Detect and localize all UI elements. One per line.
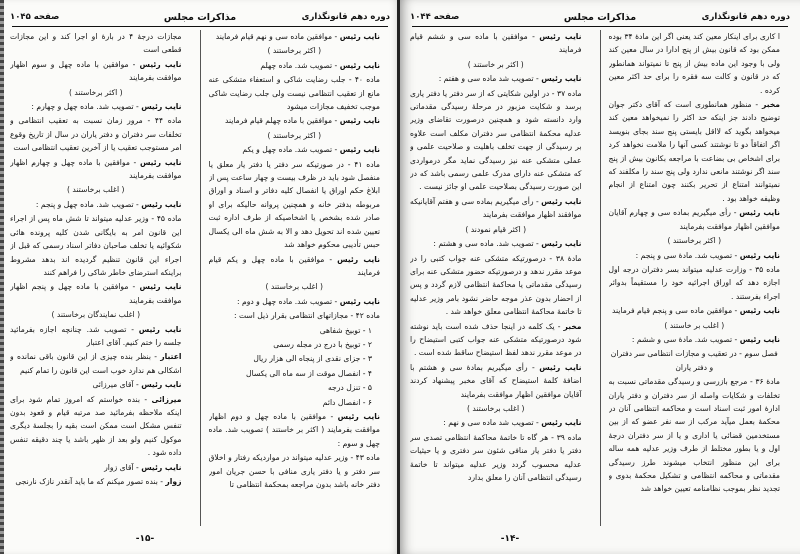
header-rule — [412, 26, 788, 27]
paragraph: نایب رئیس - موافقین با ماده چهل و چهارم اظهار موافقت بفرمایند — [10, 157, 182, 181]
speaker-name: مخبر — [762, 100, 780, 110]
right-page-header — [410, 10, 790, 24]
vote-result: ( اغلب برخاستند ) — [67, 185, 125, 195]
speaker-name: نایب رئیس — [141, 199, 182, 209]
speaker-name: نایب رئیس — [141, 462, 182, 472]
session-label: دوره دهم قانونگذاری — [301, 12, 390, 22]
left-page-columns — [10, 30, 390, 526]
header-title: مذاکرات مجلس — [163, 11, 237, 23]
speaker-name: نایب رئیس — [739, 334, 780, 344]
vote-result: ( اکثر برخاستند ) — [267, 130, 322, 140]
speaker-name: نایب رئیس — [739, 208, 780, 218]
speaker-name: نایب رئیس — [141, 380, 182, 390]
paragraph: ماده ۴۴ - مرور زمان نسبت به تعقیب انتظامی و تخلفات سر دفتران و دفتر یاران در سال از تاریخ وقوع امر مستوجب تعقیب یا از آخرین تعقیب انتظامی است — [10, 116, 182, 153]
list-item: ۱ - توبیخ شفاهی — [319, 325, 372, 335]
page-number: -۱۴- — [500, 534, 520, 544]
header-rule — [12, 26, 388, 27]
speaker-name: نایب رئیس — [337, 254, 380, 264]
paragraph: نایب رئیس - موافقین ماده سی و نهم قیام فرمایند — [215, 32, 380, 41]
left-page-header — [10, 10, 390, 24]
paragraph: نایب رئیس - تصویب شد. ماده چهل و پنجم : — [35, 199, 182, 209]
paragraph: نایب رئیس - تصویب شد. ماده چهلم — [260, 60, 380, 70]
speaker-name: نایب رئیس — [141, 102, 182, 112]
paragraph: نایب رئیس - آقای زوار — [104, 462, 182, 472]
speaker-name: نایب رئیس — [339, 116, 380, 126]
paragraph: مخبر - یک کلمه در اینجا حذف شده است باید نوشته شود درصورتیکه متشکی عنه جواب کتبی استیضاح را در موعد مقرر ندهد لفظ استیضاح ساقط شده است . — [410, 321, 582, 358]
paragraph: نایب رئیس - تصویب شد ماده سی و نهم : — [443, 418, 582, 428]
page-label: صفحه ۱۰۴۵ — [10, 12, 60, 22]
right-page-column-right — [609, 30, 791, 526]
paragraph: اعتبار - بنظر بنده چیزی از این قانون باقی نمانده و اشکالی هم ندارد خوب است این قانون را تمام کنیم — [10, 352, 182, 375]
speaker-name: زوار — [165, 477, 182, 486]
paragraph: ماده ۳۵ - وزارت عدلیه میتواند بسر دفتران درجه اول اجازه دهد که اوراق اجرائیه خود را مستقیماً بدوائر اجراء بفرستند . — [608, 264, 781, 301]
speaker-name: نایب رئیس — [138, 324, 182, 334]
paragraph: مخبر - منظور همانطوری است که آقای دکتر جوان توضیح دادند جز اینکه حد اکثر را نمیخواهد معین کند میخواهد بگوید که لااقل بایستی پنج سند بجای بنویسد اگر اتفاقاً دو تا نوشتند کسی آنها را ملامت نخواهد کرد برای اشخاص بی بضاعت با مراجعه بکانون بیش از پنج سند اگر نوشتند مانعی ندارد ولی پنج سند را مکلفند که نمیتوانند امتناع از تحریر بکنند چون امتناع از انجام وظیفه خواهد بود . — [608, 100, 780, 203]
column-divider — [200, 30, 201, 526]
paragraph: نایب رئیس - موافقین با ماده چهل و سوم اظهار موافقت بفرمایند — [10, 59, 182, 83]
paragraph: ا کاری برای اینکار معین کند یعنی اگر این مادهٔ ۳۴ بوده ممکن بود که قانون بیش از پنج ادارا در سال معین کند ولی با وجود این ماده بیش از پنج تا نمیتواند همانطور که در قانون و کالت سه فقره را برای حد اکثر معین کرده . — [608, 32, 781, 95]
speaker-name: نایب رئیس — [139, 157, 182, 167]
vote-result: ( اکثر برخاستند ) — [267, 46, 322, 56]
vote-result: ( اکثر قیام نمودند ) — [465, 224, 527, 234]
paragraph: مادهٔ ۳۶ - مرجع بازرسی و رسیدگی مقدماتی نسبت به تخلفات و شکایات واصله از سر دفتران و دفتر یاران ادارهٔ امور ثبت اسناد است و محاکمه انتظامی آنان در محکمهٔ بعمل میآید مرکب از سه نفر عضو که از بین مستخدمین قضائی یا اداری و یا از سر دفتران درجهٔ اول و یا بطور مختلط از طرف وزیر عدلیه همه ساله برای این منظور انتخاب میشوند طرز رسیدگی مقدماتی و محاکمه انتظامی و تشکیل محکمهٔ بدوی و تجدید نظر بموجب نظامنامه تعیین خواهد شد — [608, 377, 780, 494]
left-page-column-left — [10, 30, 192, 526]
paragraph: نایب رئیس - موافقین با ماده چهلم قیام فرمایند — [224, 116, 380, 126]
speaker-name: نایب رئیس — [337, 411, 380, 421]
speaker-name: نایب رئیس — [541, 239, 582, 249]
speaker-name: نایب رئیس — [139, 282, 182, 292]
speaker-name: نایب رئیس — [539, 362, 582, 372]
paragraph: مجازات درجهٔ ۴ در بارهٔ او اجرا کند و این مجازات قطعی است — [10, 32, 182, 55]
paragraph: نایب رئیس - تصویب شد. چنانچه اجازه بفرمائید جلسه را ختم کنیم. آقای اعتبار — [10, 324, 182, 347]
vote-result: ( اکثر بر خاستند ) — [467, 59, 524, 69]
vote-result: ( اغلب برخاستند ) — [467, 403, 525, 413]
paragraph: ماده ۴۳ - وزیر عدلیه میتواند در مواردیکه رفتار و اخلاق سر دفتر و یا دفتر یاری منافی با حسن جریان امور دفتر خانه باشد بدون مراجعه بمحکمهٔ انتظامی تا — [208, 453, 381, 489]
page-number: -۱۵- — [135, 534, 155, 544]
right-page — [400, 0, 800, 554]
session-label: دوره دهم قانونگذاری — [701, 12, 790, 22]
vote-result: ( اغلب نمایندگان برخاستند ) — [51, 310, 141, 320]
list-item: ۴ - انفصال موقت از سه ماه الی یکسال — [246, 368, 372, 378]
paragraph: ماده ۳۷ - در اولین شکایتی که از سر دفتر یا دفتر یاری برسد و شکایت مزبور در مرحلهٔ رسیدگی مقدماتی وارد دانسته شود و همچنین درصورت تقاضای وزیر عدلیه محکمهٔ انتظامی سر دفتران مکلف است علاوه بر رسیدگی از جهت تخلف باهلیت و صلاحیت علمی و عملی متشکی عنه نیز رسیدگی نماید مگر درمواردی که متشکی عنه دارای مدرک علمی رسمی باشد که در این صورت رسیدگی بصلاحیت علمی او جائز نیست . — [410, 88, 582, 192]
paragraph: نایب رئیس - تصویب شد. ماده چهل و دوم : — [237, 296, 380, 306]
paragraph: نایب رئیس - تصویب شد. مادهٔ سی و پنجم : — [635, 250, 780, 260]
page-edge — [0, 0, 4, 554]
paragraph: نایب رئیس - موافقین با ماده چهل و پنجم اظهار موافقت بفرمایند — [10, 282, 182, 305]
paragraph: نایب رئیس - رأی میگیریم بماده سی و هفتم آقایانیکه موافقند اظهار موافقت بفرمایند — [410, 196, 582, 220]
speaker-name: نایب رئیس — [339, 296, 380, 306]
speaker-name: اعتبار — [160, 352, 182, 362]
paragraph: نایب رئیس - تصویب شد. ماده چهل و چهارم : — [31, 102, 182, 112]
paragraph: ماده ۴۰ - جلب رضایت شاکی و استعفاء متشکی عنه مانع از تعقیب انتظامی نیست ولی جلب رضایت شاکی موجب تخفیف مجازات میشود — [208, 75, 380, 112]
speaker-name: نایب رئیس — [339, 32, 380, 41]
paragraph: نایب رئیس - موافقین با ماده چهل و دوم اظهار موافقت بفرمایند ( اکثر بر خاستند ) تصویب شد. ماده چهل و سوم : — [208, 411, 380, 448]
paragraph: نایب رئیس - تصویب شد. مادهٔ سی و ششم : — [631, 334, 780, 344]
paragraph: ماده ۳۹ - هر گاه تا خاتمهٔ محاکمهٔ انتظامی تصدی سر دفتر یا دفتر یار منافی شئون سر دفتری و یا حیثیات عدلیه محسوب گردد وزیر عدلیه میتواند تا خاتمهٔ رسیدگی انتظامی آنان را معلق بدارد — [410, 432, 582, 482]
list-item: ۲ - توبیخ با درج در مجله رسمی — [273, 339, 372, 349]
speaker-name: نایب رئیس — [739, 306, 780, 316]
paragraph: نایب رئیس - تصویب شد ماده سی و هفتم : — [438, 74, 582, 84]
paragraph: نایب رئیس - تصویب شد. ماده سی و هشتم : — [433, 239, 582, 249]
speaker-name: مخبر — [563, 321, 582, 331]
list-item: ۶ - انفصال دائم — [322, 397, 372, 407]
vote-result: ( اغلب برخاستند ) — [265, 282, 323, 292]
column-divider — [600, 30, 601, 526]
header-title: مذاکرات مجلس — [563, 11, 637, 23]
list-item: ۵ - تنزل درجه — [327, 383, 372, 393]
paragraph: نایب رئیس - تصویب شد. ماده چهل و یکم — [242, 145, 380, 155]
speaker-name: نایب رئیس — [739, 250, 780, 260]
paragraph: میرزائی - بنده خواستم که امروز تمام شود برای اینکه ملاحظه بفرمائید صد مرتبه قیام و قعود بدون تنفس مشکل است ممکن است بقیه را بجلسهٔ دیگری موکول کنیم ولو بعد از ظهر باشد یا چند دقیقه تنفس داده شود . — [10, 394, 182, 458]
speaker-name: میرزائی — [151, 394, 182, 404]
vote-result: ( اکثر برخاستند ) — [68, 87, 123, 97]
paragraph: مادهٔ ۳۸ - درصورتیکه متشکی عنه جواب کتبی را در موعد مقرر ندهد و درصورتیکه حضور متشکی عنه برای رسیدگی مقدماتی یا محاکمهٔ انتظامی لازم گردد و پس از احضار بدون عذر موجه حاضر نشود بامر وزیر عدلیه تا خاتمهٔ محاکمهٔ انتظامی معلق خواهد شد . — [410, 253, 582, 317]
vote-result: فصل سوم - در تعقیب و مجازات انتظامی سر دفتران و دفتر یاران — [610, 349, 778, 372]
speaker-name: نایب رئیس — [339, 145, 380, 155]
speaker-name: نایب رئیس — [541, 74, 582, 84]
paragraph: ماده ۴۵ - وزیر عدلیه میتواند تا شش ماه پس از اجراء این قانون امر به بایگانی شدن کلیه پرونده هائی شکوائیه یا تخلف صاحبان دفاتر اسناد رسمی که قبل از اجراء این قانون تنظیم گردیده اند بدهد مشروط براینکه استرضای خاطر شاکی را فراهم کنند — [10, 214, 182, 277]
vote-result: ( اغلب بر خاستند ) — [664, 320, 725, 330]
speaker-name: نایب رئیس — [339, 60, 380, 70]
paragraph: نایب رئیس - رأی میگیریم بمادهٔ سی و هشتم با اضافهٔ کلمهٔ استیضاح که آقای مخبر پیشنهاد کردند آقایان موافقین اظهار موافقت بفرمایند — [410, 362, 582, 399]
paragraph: نایب رئیس - موافقین با ماده چهل و یکم قیام فرمایند — [208, 254, 380, 277]
page-label: صفحه ۱۰۴۴ — [410, 12, 460, 22]
paragraph: نایب رئیس - رأی میگیریم بماده سی و چهارم آقایان موافقین اظهار موافقت بفرمایند — [608, 208, 780, 231]
left-page-column-right — [209, 30, 391, 526]
right-page-columns — [410, 30, 790, 526]
speaker-name: نایب رئیس — [139, 59, 182, 69]
paragraph: زوار - بنده تصور میکنم که ما باید آنقدر نازک نارنجی — [15, 477, 182, 486]
paragraph: ماده ۴۱ - در صورتیکه سر دفتر یا دفتر یار معلق یا منفصل شود باید در ظرف بیست و چهار ساعت پس از ابلاغ حکم اوراق یا انفصال کلیه دفاتر و اسناد و اوراق مربوطه بدفتر خانه و همچنین پروانه حالیکه برای او صادر شده بشخص یا اشخاصیکه از طرف اداره ثبت تعیین شده اند تحویل دهد و الا به شش ماه الی یکسال حبس تأدیبی محکوم خواهد شد — [208, 159, 380, 250]
speaker-name: نایب رئیس — [541, 196, 582, 206]
paragraph: نایب رئیس - موافقین ماده سی و پنجم قیام فرمایند — [612, 306, 780, 316]
speaker-name: نایب رئیس — [541, 418, 582, 428]
right-page-column-left — [410, 30, 592, 526]
book-spine — [397, 0, 400, 554]
paragraph: نایب رئیس - موافقین با ماده سی و ششم قیام فرمایند — [410, 32, 582, 55]
paragraph: ماده ۴۲ - مجازاتهای انتظامی بقرار ذیل است : — [233, 311, 380, 321]
paragraph: نایب رئیس - آقای میرزائی — [92, 380, 182, 390]
list-item: ۳ - جزای نقدی از پنجاه الی هزار ریال — [253, 354, 372, 364]
vote-result: ( اکثر برخاستند ) — [667, 236, 722, 246]
speaker-name: نایب رئیس — [539, 32, 582, 41]
